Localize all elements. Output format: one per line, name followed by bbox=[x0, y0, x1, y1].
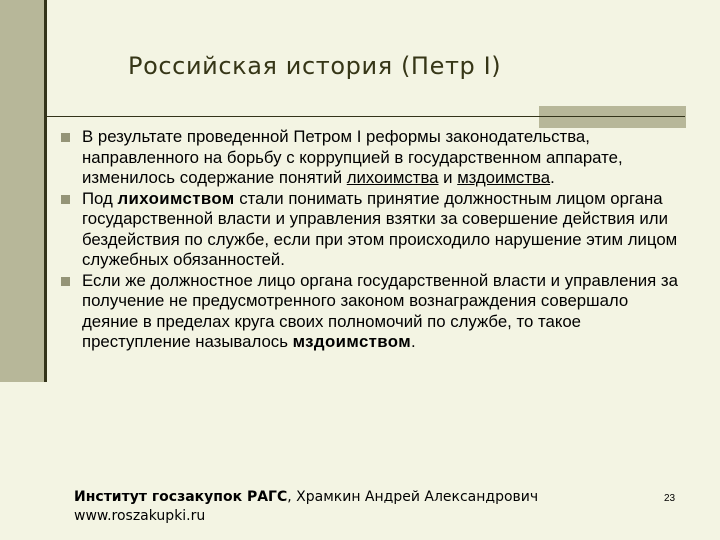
term-mzdoimstvo: мздоимства bbox=[457, 168, 551, 187]
bullet-item bbox=[60, 271, 680, 353]
bullet-item bbox=[60, 127, 680, 189]
square-bullet-icon bbox=[61, 195, 70, 204]
text-run: . bbox=[550, 168, 555, 187]
text-run: . bbox=[411, 332, 416, 351]
title-rule bbox=[45, 116, 685, 117]
text-run: Под bbox=[82, 188, 118, 208]
slide-title: Российская история (Петр I) bbox=[128, 52, 502, 80]
bullet-list bbox=[60, 127, 680, 353]
footer bbox=[74, 488, 538, 526]
bullet-item bbox=[60, 189, 680, 271]
page-number: 23 bbox=[664, 493, 676, 504]
term-mzdoimstvo-bold: мздоимством bbox=[292, 332, 412, 351]
left-band-divider bbox=[44, 0, 47, 382]
text-run: Если же должностное лицо органа государственной власти и управления за получение не предусмотренного законом вознаграждения совершало деяние в пределах круга своих полномочий по службе, то такое преступление называлось bbox=[82, 270, 678, 351]
text-run: В результате проведенной Петром I реформы законодательства, направленного на борьбу с коррупцией в государственном аппарате, изменилось содержание понятий bbox=[82, 127, 623, 187]
text-run: стали понимать принятие должностным лицом органа государственной власти и управления взятки за совершение действия или бездействия по службе, если при этом происходило нарушение этим лицом служебных обязанностей. bbox=[82, 188, 678, 269]
term-likhoimstvo-bold: лихоимством bbox=[117, 188, 235, 208]
square-bullet-icon bbox=[61, 133, 70, 142]
title-accent-bar bbox=[539, 106, 686, 128]
footer-website[interactable]: www.roszakupki.ru bbox=[74, 508, 206, 524]
text-run: и bbox=[438, 168, 458, 187]
footer-credit bbox=[74, 488, 538, 507]
left-decorative-band bbox=[0, 0, 46, 382]
footer-institute: Институт госзакупок РАГС bbox=[74, 489, 288, 505]
square-bullet-icon bbox=[61, 277, 70, 286]
term-likhoimstvo: лихоимства bbox=[346, 168, 439, 187]
footer-author: , Храмкин Андрей Александрович bbox=[287, 489, 539, 505]
